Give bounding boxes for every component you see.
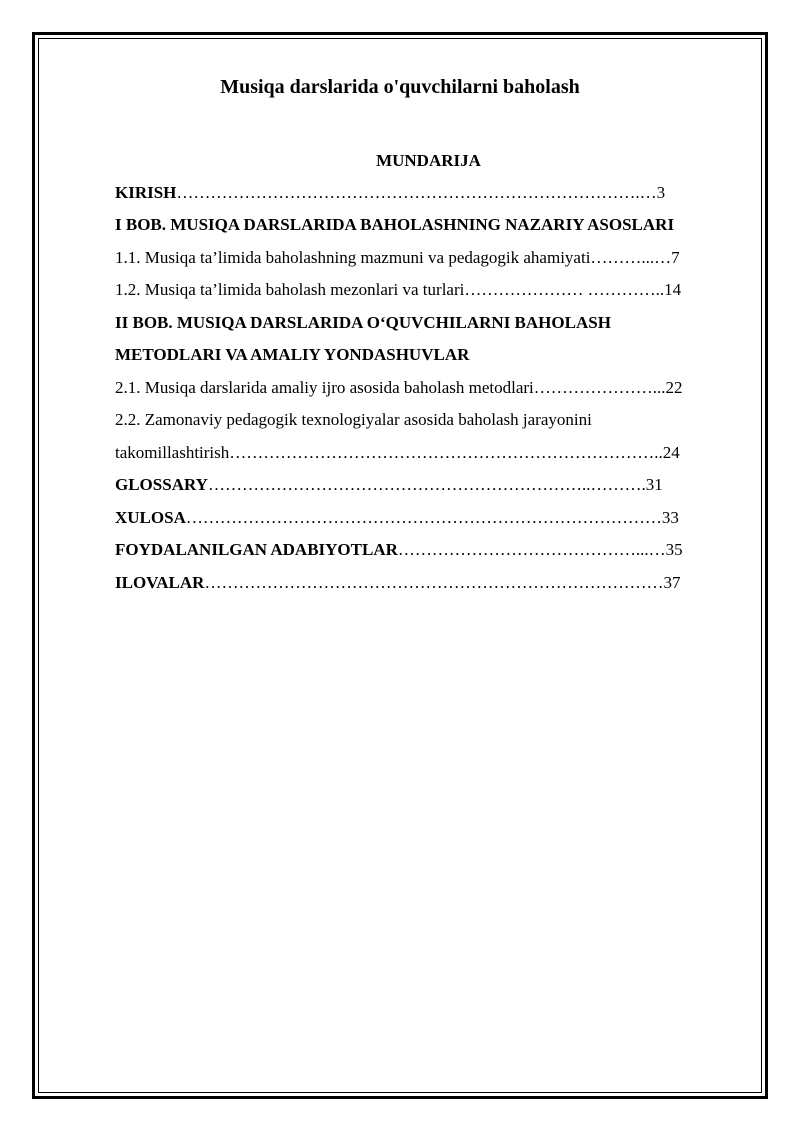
toc-entry-leader: ………………………………………………………………….. [229, 443, 663, 462]
toc-entry-label: 2.2. Zamonaviy pedagogik texnologiyalar asosida baholash jarayonini [115, 410, 592, 429]
toc-entry-label: XULOSA [115, 508, 186, 527]
toc-entry-label: ILOVALAR [115, 573, 205, 592]
toc-entry-label: 1.2. Musiqa ta’limida baholash mezonlari va turlari [115, 280, 465, 299]
toc-entry-leader: …………………... [533, 378, 666, 397]
toc-chapter-2-line-2 [115, 345, 469, 365]
toc-entry-xulosa [115, 508, 679, 528]
toc-entry-label: GLOSSARY [115, 475, 208, 494]
toc-entry-label: I BOB. MUSIQA DARSLARIDA BAHOLASHNING NAZARIY ASOSLARI [115, 215, 675, 234]
toc-entry-leader: ……………………………………...… [397, 540, 666, 559]
toc-entry-page: 37 [663, 573, 681, 592]
toc-entry-leader: ……………………………………………………………………… [204, 573, 664, 592]
toc-entry-page: 7 [671, 248, 680, 267]
toc-entry-adabiyotlar [115, 540, 683, 560]
toc-entry-page: 24 [662, 443, 680, 462]
toc-entry-label: II BOB. MUSIQA DARSLARIDA O‘QUVCHILARNI BAHOLASH [115, 313, 611, 332]
toc-entry-label: METODLARI VA AMALIY YONDASHUVLAR [115, 345, 470, 364]
toc-entry-label: takomillashtirish [115, 443, 230, 462]
toc-entry-leader: ………...… [590, 248, 672, 267]
toc-entry-page: 31 [645, 475, 663, 494]
toc-heading: MUNDARIJA [376, 151, 481, 170]
toc-entry-page: 14 [664, 280, 682, 299]
toc-entry-ilovalar [115, 573, 680, 593]
toc-entry-glossary [115, 475, 663, 495]
toc-chapter-2-line-1 [115, 313, 611, 333]
toc-entry-page: 33 [661, 508, 679, 527]
toc-entry-leader: ………………………………………………………………………… [185, 508, 662, 527]
toc-entry-leader: ………………… ………….. [464, 280, 665, 299]
toc-entry-leader: …………………………………………………………..………. [207, 475, 646, 494]
toc-entry-2-2-line-2 [115, 443, 680, 463]
toc-entry-1-1 [115, 248, 680, 268]
toc-chapter-1 [115, 215, 674, 235]
toc-entry-label: FOYDALANILGAN ADABIYOTLAR [115, 540, 398, 559]
document-title: Musiqa darslarida o'quvchilarni baholash [220, 76, 580, 98]
toc-entry-1-2 [115, 280, 681, 300]
toc-entry-leader: ……………………………………………………………………….… [176, 183, 657, 202]
toc-entry-page: 3 [656, 183, 666, 202]
toc-entry-label: 1.1. Musiqa ta’limida baholashning mazmuni va pedagogik ahamiyati [115, 248, 591, 267]
toc-entry-label: KIRISH [115, 183, 177, 202]
toc-entry-2-1 [115, 378, 683, 398]
toc-entry-2-2-line-1 [115, 410, 592, 430]
toc-entry-page: 35 [665, 540, 683, 559]
toc-entry-page: 22 [665, 378, 683, 397]
toc-entry-label: 2.1. Musiqa darslarida amaliy ijro asosida baholash metodlari [115, 378, 534, 397]
toc-entry-kirish [115, 183, 665, 203]
